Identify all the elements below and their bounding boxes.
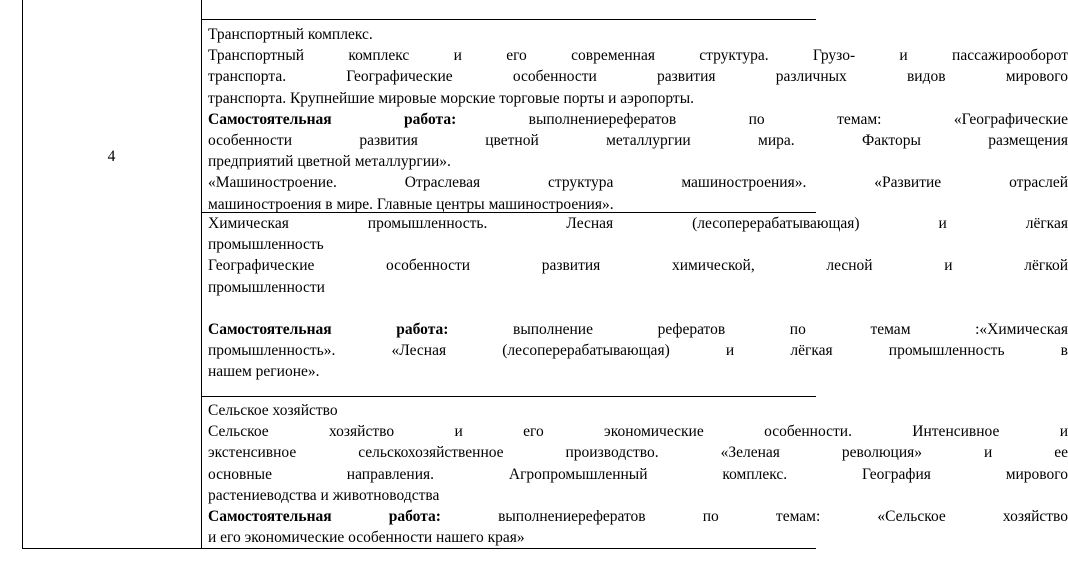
topic-text-line: Географические особенности развития химической, лесной и лёгкой: [208, 257, 1068, 275]
table-top-rule: [201, 19, 816, 20]
topic-text-line: особенности развития цветной металлургии мира. Факторы размещения: [208, 132, 1068, 150]
assignment-text: выполнениерефератов по темам: «Географические: [456, 110, 1068, 128]
topic-text-line: промышленность: [208, 236, 324, 254]
table-column-divider: [201, 0, 202, 549]
topic-text-line: транспорта. Крупнейшие мировые морские торговые порты и аэропорты.: [208, 89, 694, 107]
assignment-text: выполнениерефератов по темам: «Сельское хозяйство: [440, 508, 1068, 526]
assignment-line: [208, 109, 1068, 130]
row-number: 4: [107, 148, 116, 165]
topic-text-line: растениеводства и животноводства: [208, 486, 440, 504]
topic-text-line: машиностроения в мире. Главные центры машиностроения».: [208, 195, 614, 213]
assignment-label: Самостоятельная работа:: [208, 110, 457, 128]
topic-text-line: «Машиностроение. Отраслевая структура машиностроения». «Развитие отраслей: [208, 174, 1068, 192]
blank-line: [208, 298, 1068, 319]
table-row-divider-2: [201, 396, 816, 397]
assignment-line: [208, 506, 1068, 527]
topic-text-line: Транспортный комплекс и его современная структура. Грузо- и пассажирооборот: [208, 47, 1068, 65]
topic-block-transport: [208, 24, 1068, 215]
topic-text-line: основные направления. Агропромышленный комплекс. География мирового: [208, 465, 1068, 483]
assignment-label: Самостоятельная работа:: [208, 508, 441, 526]
assignment-text: выполнение рефератов по темам :«Химическая: [448, 321, 1068, 338]
topic-text-line: транспорта. Географические особенности развития различных видов мирового: [208, 68, 1068, 86]
topic-title: Транспортный комплекс.: [208, 26, 373, 43]
topic-text-line: экстенсивное сельскохозяйственное производство. «Зеленая революция» и ее: [208, 444, 1068, 462]
assignment-label: Самостоятельная работа:: [208, 321, 449, 338]
topic-title: Сельское хозяйство: [208, 402, 338, 419]
assignment-line: [208, 319, 1068, 340]
topic-text-line: промышленности: [208, 278, 325, 296]
topic-text-line: и его экономические особенности нашего края»: [208, 529, 525, 547]
topic-text-line: нашем регионе».: [208, 363, 320, 381]
topic-text-line: предприятий цветной металлургии».: [208, 153, 451, 171]
topic-text-line: промышленность». «Лесная (лесоперерабатывающая) и лёгкая промышленность в: [208, 342, 1068, 360]
topic-block-chemical: [208, 213, 1068, 383]
topic-block-agriculture: [208, 400, 1068, 548]
topic-title: Химическая промышленность. Лесная (лесоперерабатывающая) и лёгкая: [208, 215, 1068, 232]
topic-text-line: Сельское хозяйство и его экономические особенности. Интенсивное и: [208, 423, 1068, 441]
table-left-border: [22, 0, 23, 549]
